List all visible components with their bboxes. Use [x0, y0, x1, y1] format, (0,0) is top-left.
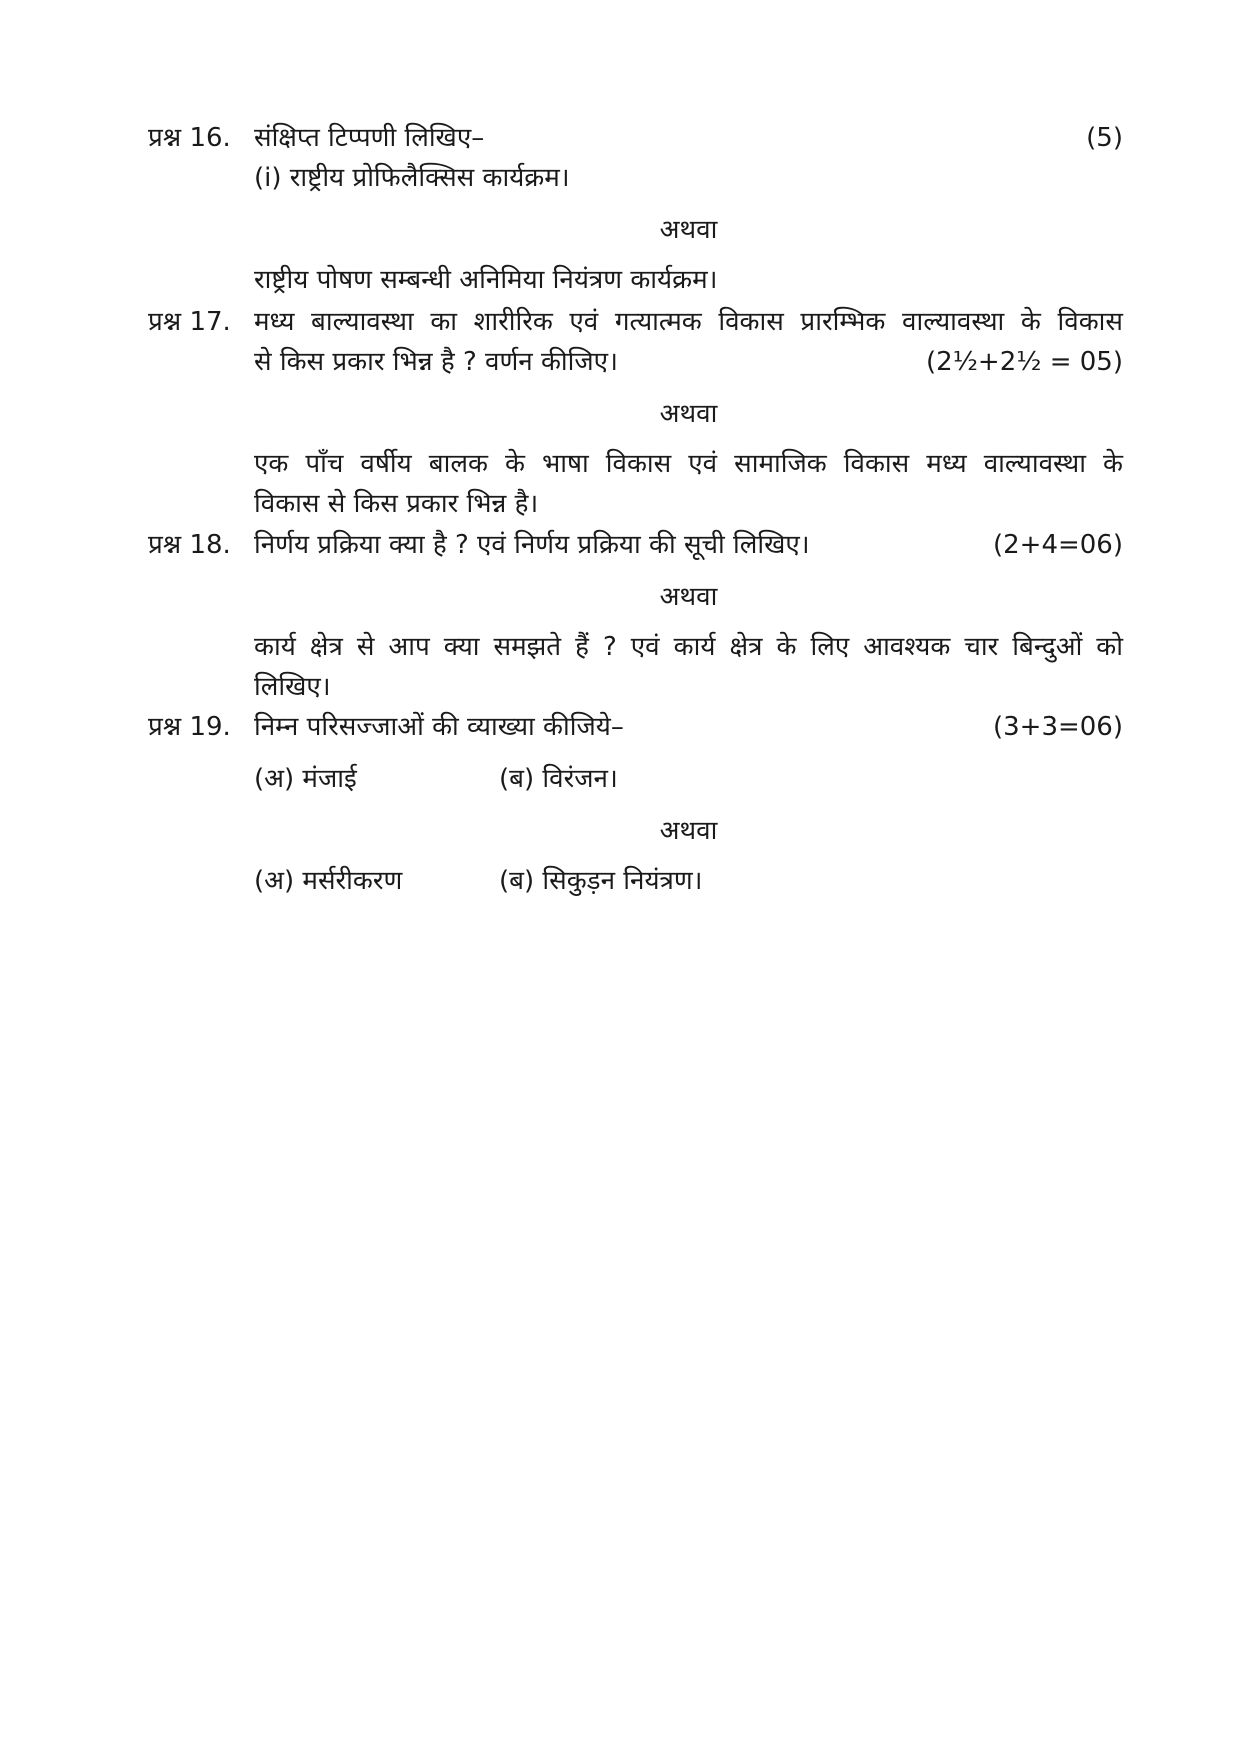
alternative-text-line: राष्ट्रीय पोषण सम्बन्धी अनिमिया नियंत्रण कार्यक्रम। — [254, 265, 718, 295]
or-separator: अथवा — [659, 582, 718, 612]
or-separator: अथवा — [659, 816, 718, 846]
question-17 — [148, 302, 1123, 524]
question-text-line: मध्य बाल्यावस्था का शारीरिक एवं गत्यात्मक विकास प्रारम्भिक वाल्यावस्था के विकास — [254, 307, 1123, 337]
marks: (2+4=06) — [992, 530, 1123, 560]
question-label: प्रश्न 16. — [148, 123, 231, 153]
question-18 — [148, 525, 1123, 707]
or-separator: अथवा — [659, 215, 718, 245]
options-row — [254, 861, 1123, 901]
or-separator: अथवा — [659, 399, 718, 429]
question-19 — [148, 707, 1123, 901]
alternative-text-line: एक पाँच वर्षीय बालक के भाषा विकास एवं सामाजिक विकास मध्य वाल्यावस्था के — [254, 449, 1123, 479]
option-a: (अ) मंजाई — [254, 764, 357, 794]
options-row — [254, 759, 1123, 799]
alternative-text-line: कार्य क्षेत्र से आप क्या समझते हैं ? एवं कार्य क्षेत्र के लिए आवश्यक चार बिन्दुओं को — [254, 632, 1123, 662]
question-label: प्रश्न 18. — [148, 530, 231, 560]
question-text-line: निर्णय प्रक्रिया क्या है ? एवं निर्णय प्रक्रिया की सूची लिखिए। (2+4=06) — [254, 525, 1123, 565]
question-label: प्रश्न 19. — [148, 712, 231, 742]
question-label: प्रश्न 17. — [148, 307, 231, 337]
option-b: (ब) विरंजन। — [499, 764, 618, 794]
question-text-line: से किस प्रकार भिन्न है ? वर्णन कीजिए। (2½+2½ = 05) — [254, 342, 1123, 382]
option-a: (अ) मर्सरीकरण — [254, 866, 403, 896]
question-text-line: (i) राष्ट्रीय प्रोफिलैक्सिस कार्यक्रम। — [254, 163, 570, 193]
marks: (5) — [1086, 123, 1123, 153]
marks: (3+3=06) — [992, 712, 1123, 742]
question-text-line: निम्न परिसज्जाओं की व्याख्या कीजिये– (3+3=06) — [254, 707, 1123, 747]
option-b: (ब) सिकुड़न नियंत्रण। — [499, 866, 703, 896]
question-text-line: संक्षिप्त टिप्पणी लिखिए– (5) — [254, 118, 1123, 158]
alternative-text-line: विकास से किस प्रकार भिन्न है। — [254, 489, 539, 519]
question-16 — [148, 118, 1123, 300]
alternative-text-line: लिखिए। — [254, 672, 331, 702]
marks: (2½+2½ = 05) — [926, 347, 1123, 377]
